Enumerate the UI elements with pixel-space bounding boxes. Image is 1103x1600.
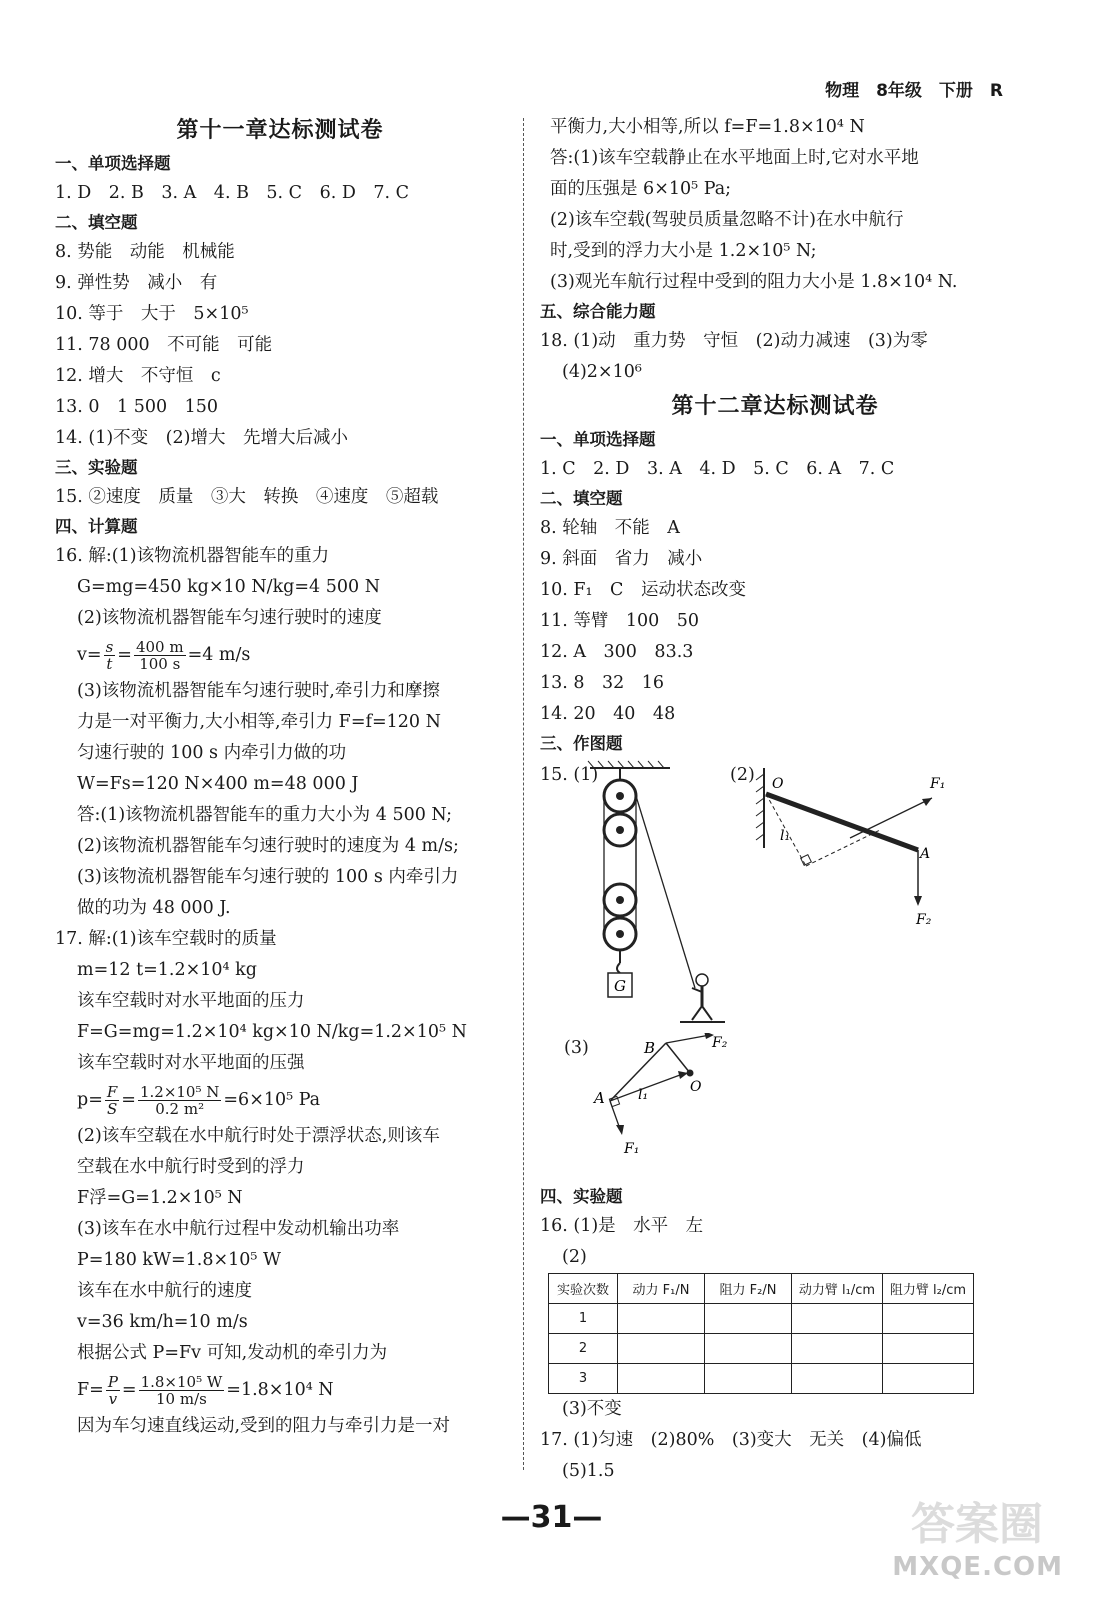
answer-line: 8. 轮轴 不能 A	[540, 518, 680, 538]
answer-line: 9. 弹性势 减小 有	[55, 273, 218, 293]
answer-line: 14. (1)不变 (2)增大 先增大后减小	[55, 428, 348, 448]
answer-line: 12. A 300 83.3	[540, 642, 694, 662]
label-G: G	[614, 977, 626, 995]
right-column	[540, 112, 1010, 1487]
label-l1: l₁	[780, 828, 791, 844]
label-A: A	[594, 1089, 605, 1107]
answer-line: 11. 78 000 不可能 可能	[55, 335, 273, 355]
section-heading: 二、填空题	[540, 489, 623, 508]
label-F1: F₁	[624, 1141, 640, 1157]
fraction: $\frac{400 m}{100 s}$	[135, 638, 184, 673]
figure-15-3	[540, 1033, 1010, 1183]
left-column	[55, 112, 505, 1442]
section-heading: 二、填空题	[55, 213, 138, 232]
fraction: $\frac{s}{t}$	[105, 638, 114, 673]
answer-line: 答:(1)该物流机器智能车的重力大小为 4 500 N;	[77, 805, 452, 825]
answer-line: 9. 斜面 省力 减小	[540, 549, 703, 569]
page-header: 物理 8年级 下册 R	[825, 81, 1003, 101]
table-header-cell: 阻力臂 l₂/cm	[883, 1274, 974, 1304]
formula-line: F= $\frac{P}{v}$ = $\frac{\text{1.8×10⁵ W}}{10 m/s}$ =1.8×10⁴ N	[77, 1373, 334, 1408]
label-F2: F₂	[712, 1035, 728, 1051]
answer-line: 11. 等臂 100 50	[540, 611, 700, 631]
answer-line: 15. ②速度 质量 ③大 转换 ④速度 ⑤超载	[55, 487, 439, 507]
watermark-logo: 答案圈	[911, 1499, 1043, 1550]
answer-line: (3)观光车航行过程中受到的阻力大小是 1.8×10⁴ N.	[550, 272, 958, 292]
answer-line: 因为车匀速直线运动,受到的阻力与牵引力是一对	[77, 1416, 451, 1436]
answer-line: (3)该车在水中航行过程中发动机输出功率	[77, 1219, 400, 1239]
answer-line: 13. 8 32 16	[540, 673, 665, 693]
answer-line: 该车空载时对水平地面的压强	[77, 1053, 305, 1073]
answer-line: 平衡力,大小相等,所以 f=F=1.8×10⁴ N	[550, 117, 865, 137]
answer-line: 该车空载时对水平地面的压力	[77, 991, 305, 1011]
answer-line: (2)该车空载(驾驶员质量忽略不计)在水中航行	[550, 210, 904, 230]
answer-line: (5)1.5	[562, 1461, 615, 1481]
table-header-cell: 阻力 F₂/N	[705, 1274, 792, 1304]
answer-line: 答:(1)该车空载静止在水平地面上时,它对水平地	[550, 148, 919, 168]
answer-line: 时,受到的浮力大小是 1.2×10⁵ N;	[550, 241, 817, 261]
table-cell: 1	[549, 1304, 618, 1334]
answer-line: 空载在水中航行时受到的浮力	[77, 1157, 305, 1177]
answer-line: 面的压强是 6×10⁵ Pa;	[550, 179, 732, 199]
section-heading: 四、实验题	[540, 1187, 623, 1206]
answer-line: 10. 等于 大于 5×10⁵	[55, 304, 249, 324]
label-O: O	[772, 776, 784, 792]
answer-line: W=Fs=120 N×400 m=48 000 J	[77, 774, 359, 794]
section-heading: 三、作图题	[540, 734, 623, 753]
table-header-cell: 动力 F₁/N	[618, 1274, 705, 1304]
answer-line: 15. (1)	[540, 765, 599, 785]
answer-line: 该车在水中航行的速度	[77, 1281, 252, 1301]
label-O: O	[690, 1079, 702, 1095]
label-F2: F₂	[916, 912, 932, 928]
section-heading: 一、单项选择题	[55, 154, 171, 173]
fraction: $\frac{P}{v}$	[107, 1373, 118, 1408]
answer-line: 12. 增大 不守恒 c	[55, 366, 221, 386]
section-heading: 四、计算题	[55, 517, 138, 536]
table-cell: 3	[549, 1364, 618, 1394]
figures-15-1-2	[540, 758, 1010, 1033]
answer-line: 10. F₁ C 运动状态改变	[540, 580, 746, 600]
label-F1: F₁	[930, 776, 946, 792]
table-header-row	[549, 1274, 974, 1304]
table-row	[549, 1364, 974, 1394]
table-cell: 2	[549, 1334, 618, 1364]
answer-line: 做的功为 48 000 J.	[77, 898, 231, 918]
answer-line: F浮=G=1.2×10⁵ N	[77, 1188, 243, 1208]
experiment-table	[548, 1273, 974, 1394]
answer-line: m=12 t=1.2×10⁴ kg	[77, 960, 257, 980]
section-heading: 一、单项选择题	[540, 430, 656, 449]
answer-line: (2)该物流机器智能车匀速行驶时的速度	[77, 608, 382, 628]
answer-line: F=G=mg=1.2×10⁴ kg×10 N/kg=1.2×10⁵ N	[77, 1022, 467, 1042]
answer-line: 1. D 2. B 3. A 4. B 5. C 6. D 7. C	[55, 183, 410, 203]
fraction: $\frac{F}{S}$	[106, 1083, 118, 1118]
answer-line: 17. 解:(1)该车空载时的质量	[55, 929, 277, 949]
fraction: $\frac{\text{1.2×10⁵ N}}{\text{0.2 m²}}$	[139, 1083, 220, 1118]
answer-line: (3)该物流机器智能车匀速行驶的 100 s 内牵引力	[77, 867, 459, 887]
column-divider	[523, 118, 524, 1470]
chapter-11-title: 第十一章达标测试卷	[176, 118, 384, 143]
answer-line: (2)该物流机器智能车匀速行驶时的速度为 4 m/s;	[77, 836, 459, 856]
answer-line: (3)该物流机器智能车匀速行驶时,牵引力和摩擦	[77, 681, 440, 701]
answer-line: 17. (1)匀速 (2)80% (3)变大 无关 (4)偏低	[540, 1430, 922, 1450]
table-header-cell: 动力臂 l₁/cm	[792, 1274, 883, 1304]
answer-line: 力是一对平衡力,大小相等,牵引力 F=f=120 N	[77, 712, 441, 732]
section-heading: 三、实验题	[55, 458, 138, 477]
answer-line: 13. 0 1 500 150	[55, 397, 219, 417]
answer-line: (3)不变	[562, 1399, 622, 1419]
page-number: —31—	[500, 1500, 603, 1535]
answer-line: (3)	[564, 1038, 589, 1058]
answer-line: 16. 解:(1)该物流机器智能车的重力	[55, 546, 330, 566]
watermark: MXQE.COM	[892, 1552, 1063, 1582]
formula-line: v= $\frac{s}{t}$ = $\frac{400 m}{100 s}$ =4 m/s	[77, 638, 251, 673]
lever-diagram-3	[580, 1033, 780, 1173]
answer-line: (2)该车空载在水中航行时处于漂浮状态,则该车	[77, 1126, 440, 1146]
answer-line: 匀速行驶的 100 s 内牵引力做的功	[77, 743, 347, 763]
answer-line: 16. (1)是 水平 左	[540, 1216, 704, 1236]
table-row	[549, 1334, 974, 1364]
answer-line: 根据公式 P=Fv 可知,发动机的牵引力为	[77, 1343, 388, 1363]
label-A: A	[920, 846, 931, 862]
answer-line: (4)2×10⁶	[562, 362, 642, 382]
formula-line: p= $\frac{F}{S}$ = $\frac{\text{1.2×10⁵ N}}{\text{0.2 m²}}$ =6×10⁵ Pa	[77, 1083, 321, 1118]
answer-line: 14. 20 40 48	[540, 704, 676, 724]
section-heading: 五、综合能力题	[540, 302, 656, 321]
lever-diagram	[750, 758, 1010, 938]
answer-line: (2)	[562, 1247, 587, 1267]
fraction: $\frac{\text{1.8×10⁵ W}}{10 m/s}$	[140, 1373, 223, 1408]
answer-line: 18. (1)动 重力势 守恒 (2)动力减速 (3)为零	[540, 331, 928, 351]
label-B: B	[644, 1039, 656, 1057]
answer-line: 1. C 2. D 3. A 4. D 5. C 6. A 7. C	[540, 459, 895, 479]
answer-line: v=36 km/h=10 m/s	[77, 1312, 248, 1332]
answer-line: P=180 kW=1.8×10⁵ W	[77, 1250, 281, 1270]
chapter-12-title: 第十二章达标测试卷	[671, 394, 879, 419]
answer-line: (2)	[730, 765, 755, 785]
table-header-cell: 实验次数	[549, 1274, 618, 1304]
answer-line: G=mg=450 kg×10 N/kg=4 500 N	[77, 577, 381, 597]
table-row	[549, 1304, 974, 1334]
answer-line: 8. 势能 动能 机械能	[55, 242, 235, 262]
label-l1: l₁	[638, 1087, 649, 1103]
pulley-diagram	[580, 758, 730, 1028]
